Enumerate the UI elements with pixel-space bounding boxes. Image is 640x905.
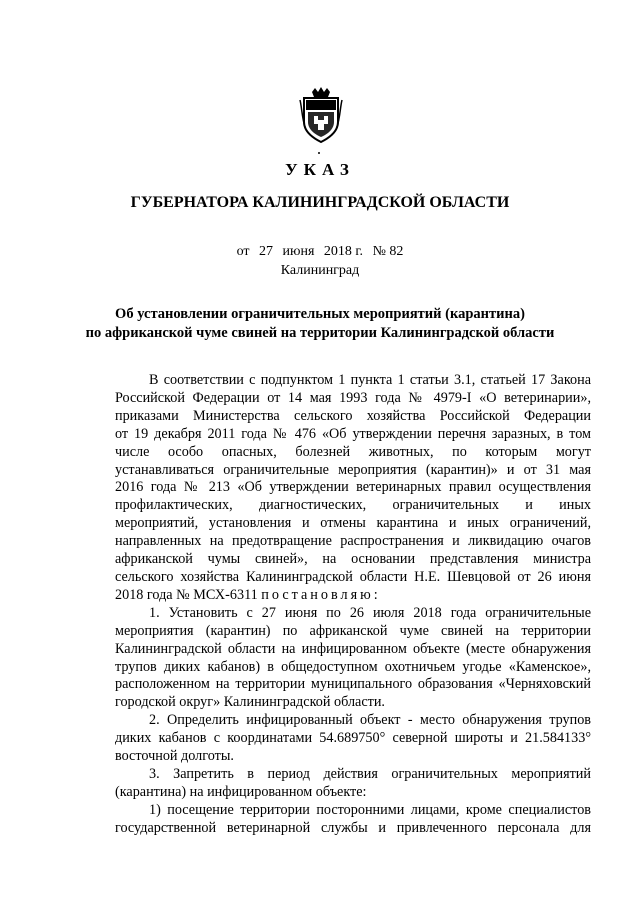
paragraph-2-line: диких кабанов с координатами 54.689750° северной широты и 21.584133° <box>115 730 591 747</box>
heading-line-1: Об установлении ограничительных мероприятий (карантина) <box>115 306 525 322</box>
body-line: от 19 декабря 2011 года № 476 «Об утверждении перечня заразных, в том <box>115 425 591 442</box>
paragraph-1-line: городской округ» Калининградской области. <box>115 694 385 711</box>
body-line: направленных на предотвращение распространения и ликвидацию очагов <box>115 533 591 550</box>
body-line: сельского хозяйства Калининградской области Н.Е. Шевцовой от 26 июня <box>115 568 591 585</box>
date-day: 27 <box>259 244 273 259</box>
body-line: мероприятий, установления и отмены карантина и иных ограничений, <box>115 515 591 532</box>
date-prefix: от <box>236 244 250 259</box>
date-month: июня <box>282 244 315 259</box>
document-title: УКАЗ <box>285 160 355 179</box>
paragraph-3-line: (карантина) на инфицированном объекте: <box>115 783 367 800</box>
number-prefix: № <box>372 244 386 259</box>
paragraph-1-line: 1. Установить с 27 июня по 26 июля 2018 года ограничительные <box>149 604 591 621</box>
document-subtitle: ГУБЕРНАТОРА КАЛИНИНГРАДСКОЙ ОБЛАСТИ <box>130 194 510 211</box>
date-year: 2018 г. <box>323 244 364 259</box>
decorative-dot <box>318 152 320 154</box>
paragraph-1-line: Калининградской области на инфицированном объекте (месте обнаружения <box>115 640 591 657</box>
body-line: африканской чумы свиней», на основании представления министра <box>115 551 591 568</box>
document-heading <box>0 305 640 343</box>
paragraph-2-line: 2. Определить инфицированный объект - место обнаружения трупов <box>149 712 591 729</box>
paragraph-4-line: государственной ветеринарной службы и привлеченного персонала для <box>115 819 591 836</box>
paragraph-3-line: 3. Запретить в период действия ограничительных мероприятий <box>149 765 591 782</box>
body-line: числе особо опасных, болезней животных, по которым могут <box>115 443 591 460</box>
body-line: устанавливаться ограничительные мероприятия (карантин)» и от 31 мая <box>115 461 591 478</box>
paragraph-4-line: 1) посещение территории посторонними лицами, кроме специалистов <box>149 801 591 818</box>
decree-word: постановляю: <box>261 586 381 603</box>
body-line: профилактических, диагностических, ограничительных и иных <box>115 497 591 514</box>
heading-line-2: по африканской чуме свиней на территории Калининградской области <box>85 325 555 341</box>
document-dateline <box>0 244 640 260</box>
paragraph-1-line: мероприятия (карантин) по африканской чуме свиней на территории <box>115 622 591 639</box>
document-city: Калининград <box>280 263 360 278</box>
body-line: Российской Федерации от 14 мая 1993 года № 4979-I «О ветеринарии», <box>115 389 591 406</box>
coat-of-arms-icon <box>298 86 344 144</box>
document-body <box>115 372 591 838</box>
paragraph-1-line: расположенном на территории муниципального образования «Черняховский <box>115 676 591 693</box>
paragraph-2-line: восточной долготы. <box>115 748 234 765</box>
document-number: 82 <box>389 244 404 259</box>
body-line <box>115 587 591 605</box>
paragraph-1-line: трупов диких кабанов) в общедоступном охотничьем угодье «Каменское», <box>115 658 591 675</box>
body-line-text: 2018 года № МСХ-6311 <box>115 586 258 603</box>
body-line: приказами Министерства сельского хозяйства Российской Федерации <box>115 407 591 424</box>
body-line: В соответствии с подпунктом 1 пункта 1 статьи 3.1, статьей 17 Закона <box>149 372 591 388</box>
body-line: 2016 года № 213 «Об утверждении ветеринарных правил осуществления <box>115 479 591 496</box>
